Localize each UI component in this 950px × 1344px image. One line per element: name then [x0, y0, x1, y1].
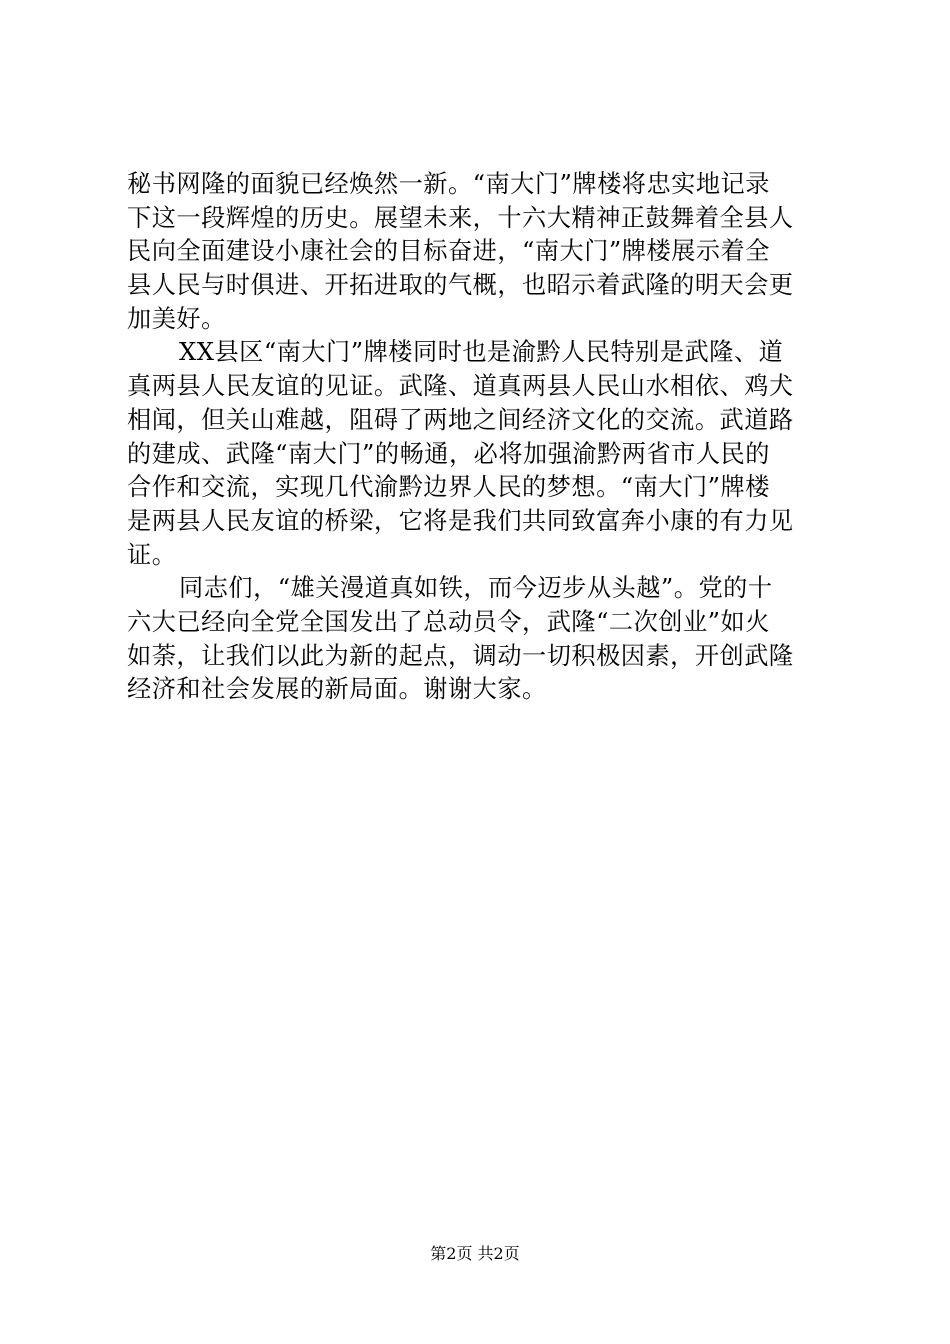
document-body [127, 168, 833, 707]
text-line: 秘书网隆的面貌已经焕然一新。“南大门”牌楼将忠实地记录 [127, 170, 770, 198]
text-line: 如荼，让我们以此为新的起点，调动一切积极因素，开创武隆 [127, 641, 794, 670]
text-line: XX县区“南大门”牌楼同时也是渝黔人民特别是武隆、道 [179, 338, 784, 367]
text-line: 是两县人民友谊的桥梁，它将是我们共同致富奔小康的有力见 [127, 506, 794, 535]
text-line: 民向全面建设小康社会的目标奋进，“南大门”牌楼展示着全 [127, 237, 770, 266]
text-line: 加美好。 [127, 304, 226, 333]
text-line: 县人民与时俱进、开拓进取的气概，也昭示着武隆的明天会更 [127, 271, 794, 300]
text-line: 真两县人民友谊的见证。武隆、道真两县人民山水相依、鸡犬 [127, 372, 794, 401]
text-line: 相闻，但关山难越，阻碍了两地之间经济文化的交流。武道路 [127, 405, 794, 434]
page-number: 第2页 共2页 [430, 1244, 520, 1263]
text-line: 六大已经向全党全国发出了总动员令，武隆“二次创业”如火 [127, 607, 770, 636]
page-footer [0, 1243, 950, 1265]
text-line: 下这一段辉煌的历史。展望未来，十六大精神正鼓舞着全县人 [127, 203, 794, 232]
text-line: 合作和交流，实现几代渝黔边界人民的梦想。“南大门”牌楼 [127, 473, 770, 502]
text-line: 同志们，“雄关漫道真如铁，而今迈步从头越”。党的十 [179, 574, 773, 603]
text-line: 经济和社会发展的新局面。谢谢大家。 [127, 675, 547, 704]
text-line: 的建成、武隆“南大门”的畅通，必将加强渝黔两省市人民的 [127, 439, 770, 468]
text-line: 证。 [127, 540, 177, 569]
